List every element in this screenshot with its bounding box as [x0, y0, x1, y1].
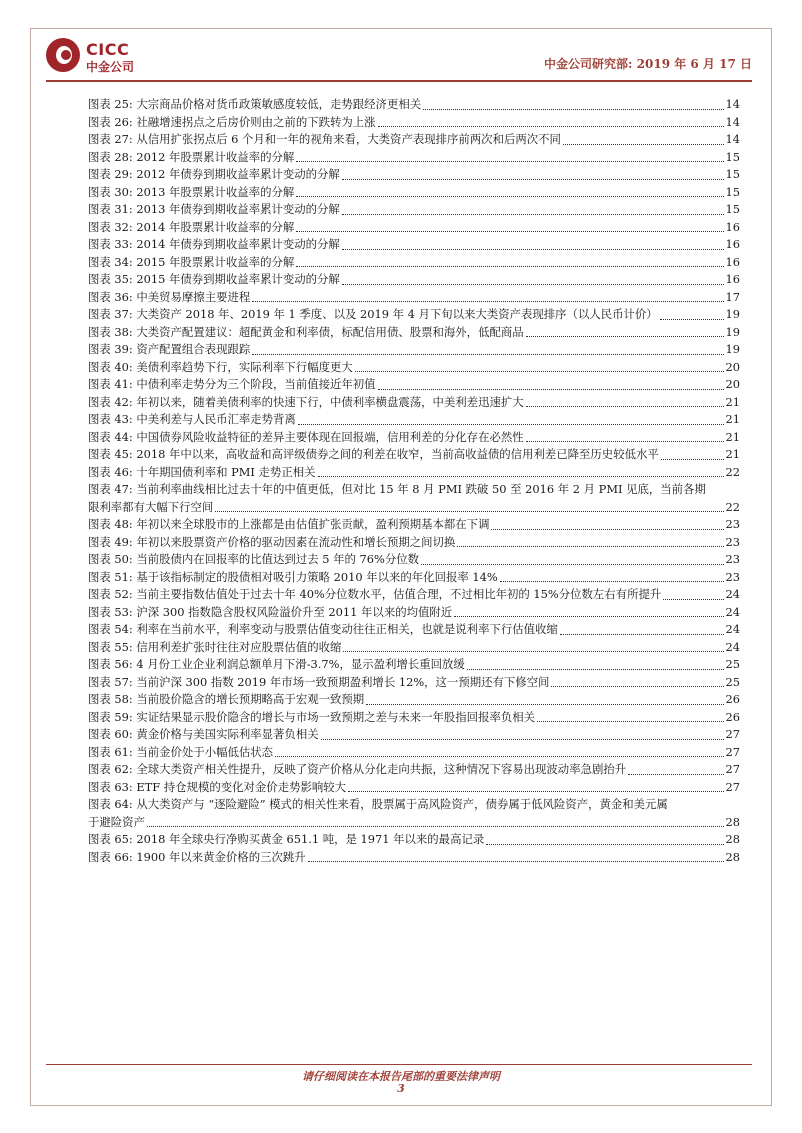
toc-entry-label: 图表 27: 从信用扩张拐点后 6 个月和一年的视角来看，大类资产表现排序前两次和后两次不同 — [88, 132, 561, 146]
toc-entry-page: 22 — [725, 499, 740, 514]
toc-entry-label: 图表 47: 当前利率曲线相比过去十年的中值更低，但对比 15 年 8 月 PMI 跌破 50 至 2016 年 2 月 PMI 见底，当前各期 — [88, 482, 706, 496]
dot-leader — [423, 109, 723, 110]
toc-entry-label: 图表 53: 沪深 300 指数隐含股权风险溢价升至 2011 年以来的均值附近 — [88, 604, 453, 619]
toc-entry-label: 图表 56: 4 月份工业企业利润总额单月下滑-3.7%，显示盈利增长重回放缓 — [88, 657, 465, 671]
dot-leader — [551, 686, 723, 687]
toc-entry-page: 15 — [725, 202, 740, 216]
page-number: 3 — [397, 1082, 405, 1095]
toc-entry[interactable] — [88, 779, 740, 797]
toc-entry-page: 24 — [725, 604, 740, 619]
toc-entry-label: 图表 66: 1900 年以来黄金价格的三次跳升 — [88, 849, 306, 864]
toc-entry-page: 21 — [725, 412, 740, 426]
toc-entry-label: 图表 46: 十年期国债利率和 PMI 走势正相关 — [88, 464, 316, 479]
toc-entry[interactable] — [88, 341, 740, 359]
figure-list — [88, 96, 740, 866]
dot-leader — [526, 336, 724, 337]
dot-leader — [342, 179, 724, 180]
toc-entry-page: 28 — [725, 849, 740, 864]
toc-entry-label: 图表 49: 年初以来股票资产价格的驱动因素在流动性和增长预期之间切换 — [88, 534, 456, 549]
dot-leader — [342, 249, 724, 250]
footer-divider — [46, 1064, 752, 1065]
dot-leader — [500, 581, 724, 582]
dot-leader — [491, 529, 723, 530]
toc-entry-page: 14 — [725, 114, 740, 129]
dot-leader — [342, 214, 724, 215]
toc-entry-page: 14 — [725, 97, 740, 111]
toc-entry-label: 图表 26: 社融增速拐点之后房价则由之前的下跌转为上涨 — [88, 114, 376, 129]
toc-entry[interactable] — [88, 656, 740, 674]
toc-entry[interactable] — [88, 289, 740, 307]
toc-entry-page: 26 — [725, 709, 740, 724]
toc-entry[interactable] — [88, 359, 740, 377]
toc-entry-page: 27 — [725, 744, 740, 759]
toc-entry-label: 图表 34: 2015 年股票累计收益率的分解 — [88, 254, 295, 269]
toc-entry-label: 图表 51: 基于该指标制定的股债相对吸引力策略 2010 年以来的年化回报率 14% — [88, 569, 498, 584]
toc-entry-page: 21 — [725, 447, 740, 461]
dot-leader — [563, 144, 724, 145]
toc-entry-page: 15 — [725, 184, 740, 199]
toc-entry[interactable] — [88, 604, 740, 622]
toc-entry[interactable] — [88, 709, 740, 727]
dot-leader — [348, 791, 723, 792]
toc-entry[interactable] — [88, 394, 740, 412]
toc-entry-page: 24 — [725, 587, 740, 601]
toc-entry[interactable] — [88, 271, 740, 289]
toc-entry-page: 27 — [725, 727, 740, 741]
dot-leader — [343, 651, 723, 652]
toc-entry-label: 图表 42: 年初以来，随着美债利率的快速下行，中债利率横盘震荡，中美利差迅速扩大 — [88, 394, 524, 409]
cicc-logo — [46, 38, 166, 78]
toc-entry-label: 图表 36: 中美贸易摩擦主要进程 — [88, 289, 251, 304]
toc-entry[interactable] — [88, 586, 740, 604]
dot-leader — [308, 861, 724, 862]
dot-leader — [537, 721, 723, 722]
toc-entry-label: 图表 25: 大宗商品价格对货币政策敏感度较低，走势跟经济更相关 — [88, 97, 422, 111]
dot-leader — [560, 634, 724, 635]
toc-entry[interactable] — [88, 831, 740, 849]
toc-entry[interactable] — [88, 674, 740, 692]
toc-entry-label: 图表 54: 利率在当前水平，利率变动与股票估值变动往往正相关，也就是说利率下行估值收缩 — [88, 622, 558, 636]
toc-entry[interactable] — [88, 534, 740, 552]
toc-entry-label: 图表 63: ETF 持仓规模的变化对金价走势影响较大 — [88, 779, 347, 794]
dot-leader — [378, 126, 724, 127]
toc-entry-label: 图表 58: 当前股价隐含的增长预期略高于宏观一致预期 — [88, 692, 365, 706]
toc-entry[interactable] — [88, 324, 740, 342]
toc-entry[interactable] — [88, 446, 740, 464]
toc-entry-label: 图表 62: 全球大类资产相关性提升，反映了资产价格从分化走向共振，这种情况下容易出现波动率急剧抬升 — [88, 762, 627, 776]
dot-leader — [526, 441, 724, 442]
dot-leader — [275, 756, 723, 757]
toc-entry-label: 图表 48: 年初以来全球股市的上涨都是由估值扩张贡献，盈利预期基本都在下调 — [88, 517, 490, 531]
dot-leader — [318, 476, 724, 477]
toc-entry-page: 16 — [725, 237, 740, 251]
toc-entry-label: 图表 65: 2018 年全球央行净购买黄金 651.1 吨，是 1971 年以来的最高记录 — [88, 832, 485, 846]
toc-entry-page: 15 — [725, 167, 740, 181]
toc-entry-label: 图表 64: 从大类资产与 “逐险避险” 模式的相关性来看，股票属于高风险资产，债券属于低风险资产，黄金和美元属 — [88, 797, 668, 811]
toc-entry[interactable] — [88, 691, 740, 709]
dot-leader — [296, 231, 723, 232]
toc-entry-page: 20 — [725, 377, 740, 391]
toc-entry-page: 16 — [725, 219, 740, 234]
dot-leader — [663, 599, 723, 600]
toc-entry-page: 23 — [725, 569, 740, 584]
toc-entry-label: 图表 59: 实证结果显示股价隐含的增长与市场一致预期之差与未来一年股指回报率负相关 — [88, 709, 536, 724]
dot-leader — [421, 564, 724, 565]
header-dept-date: 中金公司研究部: 2019 年 6 月 17 日 — [544, 57, 752, 71]
toc-entry-label: 图表 44: 中国债券风险收益特征的差异主要体现在回报端，信用利差的分化存在必然性 — [88, 429, 524, 444]
toc-entry-label: 图表 31: 2013 年债券到期收益率累计变动的分解 — [88, 202, 340, 216]
toc-entry-label: 图表 28: 2012 年股票累计收益率的分解 — [88, 149, 295, 164]
toc-entry-page: 27 — [725, 779, 740, 794]
toc-entry-label: 图表 61: 当前金价处于小幅低估状态 — [88, 744, 274, 759]
header-divider — [46, 80, 752, 82]
toc-entry[interactable] — [88, 201, 740, 219]
toc-entry[interactable] — [88, 621, 740, 639]
toc-entry[interactable] — [88, 411, 740, 429]
toc-entry[interactable] — [88, 429, 740, 447]
toc-entry[interactable] — [88, 796, 740, 831]
dot-leader — [457, 546, 723, 547]
toc-entry[interactable] — [88, 96, 740, 114]
legal-notice: 请仔细阅读在本报告尾部的重要法律声明 — [302, 1070, 500, 1083]
toc-entry-page: 26 — [725, 692, 740, 706]
toc-entry-page: 16 — [725, 272, 740, 286]
toc-entry[interactable] — [88, 184, 740, 202]
dot-leader — [355, 371, 724, 372]
toc-entry-label: 图表 52: 当前主要指数估值处于过去十年 40%分位数水平，估值合理，不过相比年初的 15%分位数左右有所提升 — [88, 587, 662, 601]
toc-entry-label: 图表 57: 当前沪深 300 指数 2019 年市场一致预期盈利增长 12%，这一预期还有下修空间 — [88, 674, 550, 689]
toc-entry-page: 23 — [725, 552, 740, 566]
dot-leader — [366, 704, 723, 705]
dot-leader — [628, 774, 723, 775]
dot-leader — [296, 196, 723, 197]
toc-entry[interactable] — [88, 569, 740, 587]
toc-entry-label: 图表 38: 大类资产配置建议：超配黄金和利率债，标配信用债、股票和海外，低配商品 — [88, 324, 524, 339]
toc-entry-label: 图表 32: 2014 年股票累计收益率的分解 — [88, 219, 295, 234]
toc-entry-label: 图表 29: 2012 年债券到期收益率累计变动的分解 — [88, 167, 340, 181]
dot-leader — [661, 459, 724, 460]
toc-entry-label: 图表 37: 大类资产 2018 年、2019 年 1 季度、以及 2019 年 4 月下旬以来大类资产表现排序（以人民币计价） — [88, 307, 658, 321]
toc-entry-page: 28 — [725, 832, 740, 846]
toc-entry-page: 17 — [725, 289, 740, 304]
toc-entry[interactable] — [88, 639, 740, 657]
toc-entry-page: 21 — [725, 429, 740, 444]
toc-entry-page: 21 — [725, 394, 740, 409]
toc-entry-label: 图表 39: 资产配置组合表现跟踪 — [88, 342, 251, 356]
toc-entry-label: 图表 45: 2018 年中以来，高收益和高评级债券之间的利差在收窄，当前高收益债的信用利差已降至历史较低水平 — [88, 447, 659, 461]
dot-leader — [296, 266, 723, 267]
dot-leader — [378, 389, 724, 390]
toc-entry-label-cont: 于避险资产 — [88, 814, 145, 829]
dot-leader — [215, 511, 723, 512]
toc-entry[interactable] — [88, 849, 740, 867]
dot-leader — [321, 739, 724, 740]
toc-entry[interactable] — [88, 166, 740, 184]
toc-entry-page: 28 — [725, 814, 740, 829]
toc-entry-label: 图表 55: 信用利差扩张时往往对应股票估值的收缩 — [88, 639, 342, 654]
toc-entry[interactable] — [88, 306, 740, 324]
toc-entry-label: 图表 50: 当前股债内在回报率的比值达到过去 5 年的 76%分位数 — [88, 552, 419, 566]
toc-entry-page: 14 — [725, 132, 740, 146]
toc-entry[interactable] — [88, 761, 740, 779]
toc-entry[interactable] — [88, 464, 740, 482]
toc-entry-page: 19 — [725, 342, 740, 356]
toc-entry-page: 25 — [725, 674, 740, 689]
toc-entry[interactable] — [88, 516, 740, 534]
toc-entry[interactable] — [88, 481, 740, 516]
toc-entry[interactable] — [88, 149, 740, 167]
toc-entry-label: 图表 35: 2015 年债券到期收益率累计变动的分解 — [88, 272, 340, 286]
dot-leader — [252, 354, 723, 355]
toc-entry-page: 19 — [725, 307, 740, 321]
toc-entry[interactable] — [88, 219, 740, 237]
toc-entry[interactable] — [88, 254, 740, 272]
toc-entry-label: 图表 33: 2014 年债券到期收益率累计变动的分解 — [88, 237, 340, 251]
toc-entry[interactable] — [88, 376, 740, 394]
toc-entry[interactable] — [88, 236, 740, 254]
toc-entry-page: 23 — [725, 517, 740, 531]
toc-entry-label: 图表 40: 美债利率趋势下行，实际利率下行幅度更大 — [88, 359, 353, 374]
dot-leader — [342, 284, 724, 285]
toc-entry-page: 20 — [725, 359, 740, 374]
toc-entry-label: 图表 41: 中债利率走势分为三个阶段，当前值接近年初值 — [88, 377, 376, 391]
toc-entry-label: 图表 43: 中美利差与人民币汇率走势背离 — [88, 412, 296, 426]
dot-leader — [147, 826, 724, 827]
toc-entry[interactable] — [88, 726, 740, 744]
toc-entry-page: 19 — [725, 324, 740, 339]
toc-entry-label: 图表 60: 黄金价格与美国实际利率显著负相关 — [88, 727, 319, 741]
dot-leader — [526, 406, 724, 407]
dot-leader — [454, 616, 723, 617]
toc-entry[interactable] — [88, 131, 740, 149]
toc-entry-page: 15 — [725, 149, 740, 164]
dot-leader — [467, 669, 724, 670]
dot-leader — [486, 844, 723, 845]
toc-entry-page: 25 — [725, 657, 740, 671]
toc-entry[interactable] — [88, 551, 740, 569]
cicc-logo-icon — [46, 38, 80, 72]
toc-entry-page: 16 — [725, 254, 740, 269]
toc-entry-page: 24 — [725, 622, 740, 636]
logo-text-cn: 中金公司 — [86, 60, 135, 74]
dot-leader — [660, 319, 724, 320]
toc-entry-page: 22 — [725, 464, 740, 479]
dot-leader — [252, 301, 723, 302]
logo-text-en: CICC — [86, 40, 130, 59]
dot-leader — [298, 424, 724, 425]
toc-entry-label: 图表 30: 2013 年股票累计收益率的分解 — [88, 184, 295, 199]
toc-entry-label-cont: 限利率都有大幅下行空间 — [88, 499, 214, 514]
toc-entry[interactable] — [88, 744, 740, 762]
toc-entry-page: 27 — [725, 762, 740, 776]
dot-leader — [296, 161, 723, 162]
toc-entry[interactable] — [88, 114, 740, 132]
toc-entry-page: 23 — [725, 534, 740, 549]
toc-entry-page: 24 — [725, 639, 740, 654]
